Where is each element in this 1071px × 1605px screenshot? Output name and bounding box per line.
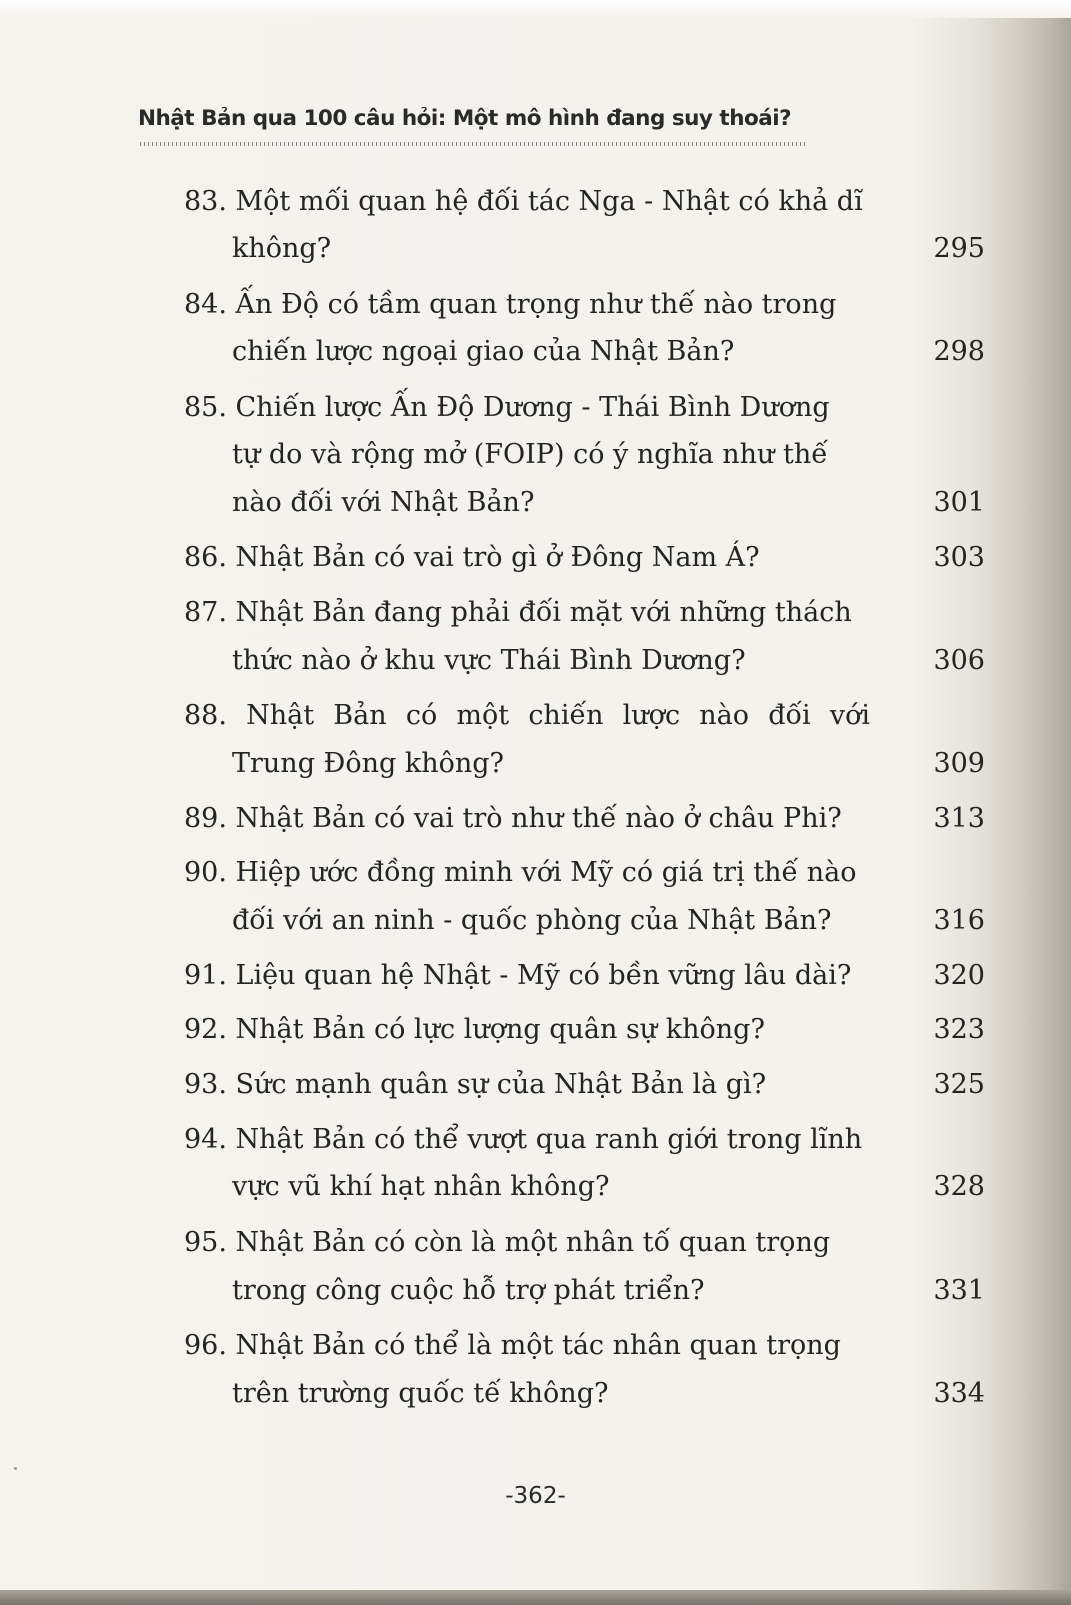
toc-entry-92-line1: 92. Nhật Bản có lực lượng quân sự không? bbox=[184, 1014, 765, 1045]
toc-entry-85-line3: nào đối với Nhật Bản? bbox=[232, 487, 535, 518]
toc-entry-88-line1: 88. Nhật Bản có một chiến lược nào đối với bbox=[184, 700, 870, 731]
toc-entry-83-line1: 83. Một mối quan hệ đối tác Nga - Nhật có khả dĩ bbox=[184, 186, 863, 217]
toc-entry-91-line1: 91. Liệu quan hệ Nhật - Mỹ có bền vững lâu dài? bbox=[184, 960, 852, 991]
toc-entry-91-page: 320 bbox=[933, 960, 985, 991]
page-top-edge bbox=[0, 0, 1071, 18]
toc-entry-86-line1: 86. Nhật Bản có vai trò gì ở Đông Nam Á? bbox=[184, 542, 760, 573]
running-head-rule bbox=[140, 142, 808, 146]
toc-entry-87-line1: 87. Nhật Bản đang phải đối mặt với những thách bbox=[184, 597, 852, 628]
toc-entry-83-page: 295 bbox=[933, 233, 985, 264]
toc-entry-95-line1: 95. Nhật Bản có còn là một nhân tố quan trọng bbox=[184, 1227, 831, 1258]
toc-entry-85-line2: tự do và rộng mở (FOIP) có ý nghĩa như thế bbox=[232, 439, 828, 470]
toc-entry-89-page: 313 bbox=[933, 803, 985, 834]
toc-entry-89-line1: 89. Nhật Bản có vai trò như thế nào ở châu Phi? bbox=[184, 803, 842, 834]
toc-entry-93-page: 325 bbox=[933, 1069, 985, 1100]
toc-entry-84-line2: chiến lược ngoại giao của Nhật Bản? bbox=[232, 336, 735, 367]
toc-entry-85-line1: 85. Chiến lược Ấn Độ Dương - Thái Bình Dương bbox=[184, 392, 830, 423]
toc-entry-94-line2: vực vũ khí hạt nhân không? bbox=[232, 1171, 610, 1202]
toc-entry-95-line2: trong công cuộc hỗ trợ phát triển? bbox=[232, 1275, 705, 1306]
toc-entry-92-page: 323 bbox=[933, 1014, 985, 1045]
toc-entry-84-line1: 84. Ấn Độ có tầm quan trọng như thế nào trong bbox=[184, 289, 837, 320]
page-bottom-edge bbox=[0, 1590, 1071, 1605]
toc-entry-90-line2: đối với an ninh - quốc phòng của Nhật Bản? bbox=[232, 905, 832, 936]
toc-entry-83-line2: không? bbox=[232, 233, 332, 264]
toc-entry-87-line2: thức nào ở khu vực Thái Bình Dương? bbox=[232, 645, 746, 676]
toc-entry-86-page: 303 bbox=[933, 542, 985, 573]
toc-entry-84-page: 298 bbox=[933, 336, 985, 367]
toc-entry-88-page: 309 bbox=[933, 748, 985, 779]
toc-entry-94-page: 328 bbox=[933, 1171, 985, 1202]
running-head: Nhật Bản qua 100 câu hỏi: Một mô hình đang suy thoái? bbox=[138, 106, 792, 131]
toc-entry-88-line2: Trung Đông không? bbox=[232, 748, 505, 779]
paper-speck bbox=[14, 1467, 17, 1470]
toc-entry-93-line1: 93. Sức mạnh quân sự của Nhật Bản là gì? bbox=[184, 1069, 767, 1100]
toc-entry-94-line1: 94. Nhật Bản có thể vượt qua ranh giới trong lĩnh bbox=[184, 1124, 863, 1155]
toc-entry-96-page: 334 bbox=[933, 1378, 985, 1409]
toc-entry-85-page: 301 bbox=[933, 487, 985, 518]
toc-entry-87-page: 306 bbox=[933, 645, 985, 676]
toc-entry-96-line1: 96. Nhật Bản có thể là một tác nhân quan trọng bbox=[184, 1330, 841, 1361]
toc-entry-90-page: 316 bbox=[933, 905, 985, 936]
page-number: -362- bbox=[505, 1483, 566, 1509]
toc-entry-95-page: 331 bbox=[933, 1275, 985, 1306]
toc-entry-90-line1: 90. Hiệp ước đồng minh với Mỹ có giá trị thế nào bbox=[184, 857, 857, 888]
toc-entry-96-line2: trên trường quốc tế không? bbox=[232, 1378, 609, 1409]
